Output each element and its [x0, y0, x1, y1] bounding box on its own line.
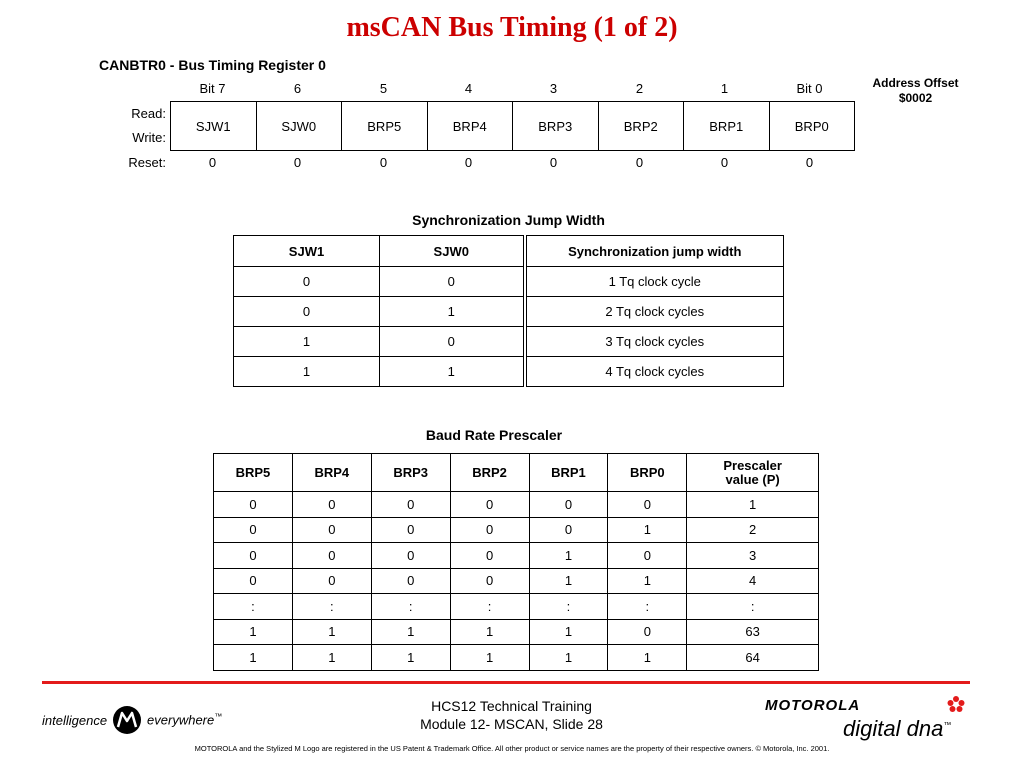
table-cell: 1: [292, 619, 371, 645]
table-header-row: [234, 236, 784, 267]
bit-label: 3: [549, 81, 558, 96]
reset-label: Reset:: [128, 155, 166, 170]
table-row: [214, 645, 819, 671]
intelligence-everywhere-logo: [42, 706, 222, 734]
table-cell: 1: [371, 619, 450, 645]
sjw-table: [233, 235, 784, 387]
table-row: [214, 517, 819, 543]
table-cell: 4: [687, 568, 819, 594]
table-cell: 1: [608, 645, 687, 671]
bit-label: 5: [379, 81, 388, 96]
column-header: Synchronization jump width: [525, 236, 784, 267]
table-cell: 1: [608, 517, 687, 543]
reset-value: 0: [549, 155, 558, 170]
column-header: BRP4: [292, 454, 371, 492]
table-cell: 3 Tq clock cycles: [525, 327, 784, 357]
register-fields: [170, 101, 855, 151]
table-cell: 1: [450, 619, 529, 645]
table-cell: 1: [529, 619, 608, 645]
course-title: HCS12 Technical Training: [431, 698, 592, 714]
read-label: Read:: [131, 106, 166, 121]
bit-label: 2: [635, 81, 644, 96]
table-row: [214, 594, 819, 620]
table-cell: :: [450, 594, 529, 620]
table-cell: :: [529, 594, 608, 620]
digitaldna-wordmark: [843, 716, 965, 742]
reset-value: 0: [379, 155, 388, 170]
table-cell: 0: [608, 619, 687, 645]
table-cell: 0: [380, 327, 525, 357]
table-row: [234, 297, 784, 327]
brp-table-title: Baud Rate Prescaler: [425, 427, 563, 443]
footer-divider: [42, 681, 970, 684]
table-cell: 0: [214, 568, 293, 594]
table-cell: 0: [529, 517, 608, 543]
table-cell: 0: [608, 492, 687, 518]
module-slide: Module 12- MSCAN, Slide 28: [420, 716, 603, 732]
table-cell: 0: [214, 517, 293, 543]
address-offset: [858, 76, 973, 106]
table-cell: 1: [292, 645, 371, 671]
bit-label: 1: [720, 81, 729, 96]
register-field: BRP0: [794, 118, 829, 134]
table-cell: 0: [292, 568, 371, 594]
table-cell: 0: [450, 543, 529, 569]
tagline-left: intelligence: [42, 712, 108, 728]
register-field: BRP4: [428, 102, 514, 150]
address-offset-label: Address Offset: [872, 76, 959, 90]
table-row: [234, 327, 784, 357]
table-cell: 1: [214, 645, 293, 671]
table-cell: 0: [529, 492, 608, 518]
slide-title: msCAN Bus Timing (1 of 2): [346, 12, 678, 43]
register-title: CANBTR0 - Bus Timing Register 0: [99, 57, 326, 73]
table-cell: 0: [292, 543, 371, 569]
table-row: [214, 543, 819, 569]
register-field: BRP2: [599, 102, 685, 150]
table-cell: 4 Tq clock cycles: [525, 357, 784, 387]
table-cell: 63: [687, 619, 819, 645]
sjw-table-title: Synchronization Jump Width: [412, 212, 605, 228]
table-cell: 0: [380, 267, 525, 297]
legal-notice: MOTOROLA and the Stylized M Logo are registered in the US Patent & Trademark Office. All other product or service names are the property of their respective owners. © Motorola, Inc. 2001.: [194, 744, 830, 753]
address-offset-value: $0002: [898, 91, 933, 105]
table-cell: 0: [371, 543, 450, 569]
bit-label: 4: [464, 81, 473, 96]
table-cell: :: [687, 594, 819, 620]
table-cell: 1 Tq clock cycle: [525, 267, 784, 297]
table-cell: 3: [687, 543, 819, 569]
column-header: SJW0: [380, 236, 525, 267]
register-field: BRP3: [513, 102, 599, 150]
table-cell: :: [371, 594, 450, 620]
table-cell: 1: [608, 568, 687, 594]
brp-table: [213, 453, 819, 671]
register-field: SJW1: [171, 102, 257, 150]
table-cell: 0: [292, 492, 371, 518]
column-header: [687, 454, 819, 492]
motorola-digitaldna-logo: [765, 697, 965, 742]
table-cell: 1: [234, 357, 380, 387]
bit-label: Bit 0: [796, 81, 823, 96]
table-row: [214, 619, 819, 645]
register-field: BRP5: [342, 102, 428, 150]
table-row: [214, 568, 819, 594]
column-header-line: Prescaler: [723, 457, 782, 473]
table-cell: 0: [234, 267, 380, 297]
table-cell: 0: [608, 543, 687, 569]
table-cell: 2: [687, 517, 819, 543]
table-cell: 1: [380, 357, 525, 387]
table-cell: 1: [214, 619, 293, 645]
tagline-right-text: everywhere: [147, 712, 215, 728]
dna-flower-icon: [947, 695, 965, 715]
reset-value: 0: [805, 155, 814, 170]
bit-label: 6: [293, 81, 302, 96]
table-cell: :: [292, 594, 371, 620]
digitaldna-text: digital dna: [843, 716, 944, 741]
reset-value: 0: [720, 155, 729, 170]
table-cell: 0: [371, 517, 450, 543]
table-row: [214, 492, 819, 518]
write-label: Write:: [132, 130, 166, 145]
table-header-row: [214, 454, 819, 492]
table-cell: 1: [529, 543, 608, 569]
table-cell: 0: [292, 517, 371, 543]
trademark-symbol: ™: [943, 720, 952, 730]
table-cell: 0: [234, 297, 380, 327]
table-cell: 0: [450, 492, 529, 518]
column-header: BRP3: [371, 454, 450, 492]
table-cell: 1: [234, 327, 380, 357]
tagline-right: [147, 712, 222, 727]
column-header: BRP0: [608, 454, 687, 492]
column-header: BRP2: [450, 454, 529, 492]
table-cell: 1: [687, 492, 819, 518]
table-cell: 1: [450, 645, 529, 671]
table-cell: 1: [529, 645, 608, 671]
register-field: BRP1: [684, 102, 770, 150]
table-cell: :: [214, 594, 293, 620]
course-info: [370, 697, 653, 733]
table-cell: 0: [371, 492, 450, 518]
table-cell: 64: [687, 645, 819, 671]
motorola-m-icon: [113, 706, 141, 734]
table-cell: 0: [450, 568, 529, 594]
column-header-line: value (P): [725, 471, 780, 487]
table-cell: 0: [214, 543, 293, 569]
table-cell: 0: [214, 492, 293, 518]
reset-value: 0: [635, 155, 644, 170]
reset-value: 0: [293, 155, 302, 170]
column-header: SJW1: [234, 236, 380, 267]
column-header: BRP1: [529, 454, 608, 492]
register-field: SJW0: [257, 102, 343, 150]
table-cell: 0: [450, 517, 529, 543]
reset-value: 0: [464, 155, 473, 170]
trademark-symbol: ™: [214, 712, 223, 722]
table-cell: 0: [371, 568, 450, 594]
reset-value: 0: [208, 155, 217, 170]
table-cell: :: [608, 594, 687, 620]
table-cell: 1: [529, 568, 608, 594]
table-cell: 2 Tq clock cycles: [525, 297, 784, 327]
column-header: BRP5: [214, 454, 293, 492]
bit-label: Bit 7: [199, 81, 226, 96]
table-row: [234, 267, 784, 297]
table-cell: 1: [371, 645, 450, 671]
table-row: [234, 357, 784, 387]
motorola-wordmark: MOTOROLA: [765, 697, 861, 714]
table-cell: 1: [380, 297, 525, 327]
